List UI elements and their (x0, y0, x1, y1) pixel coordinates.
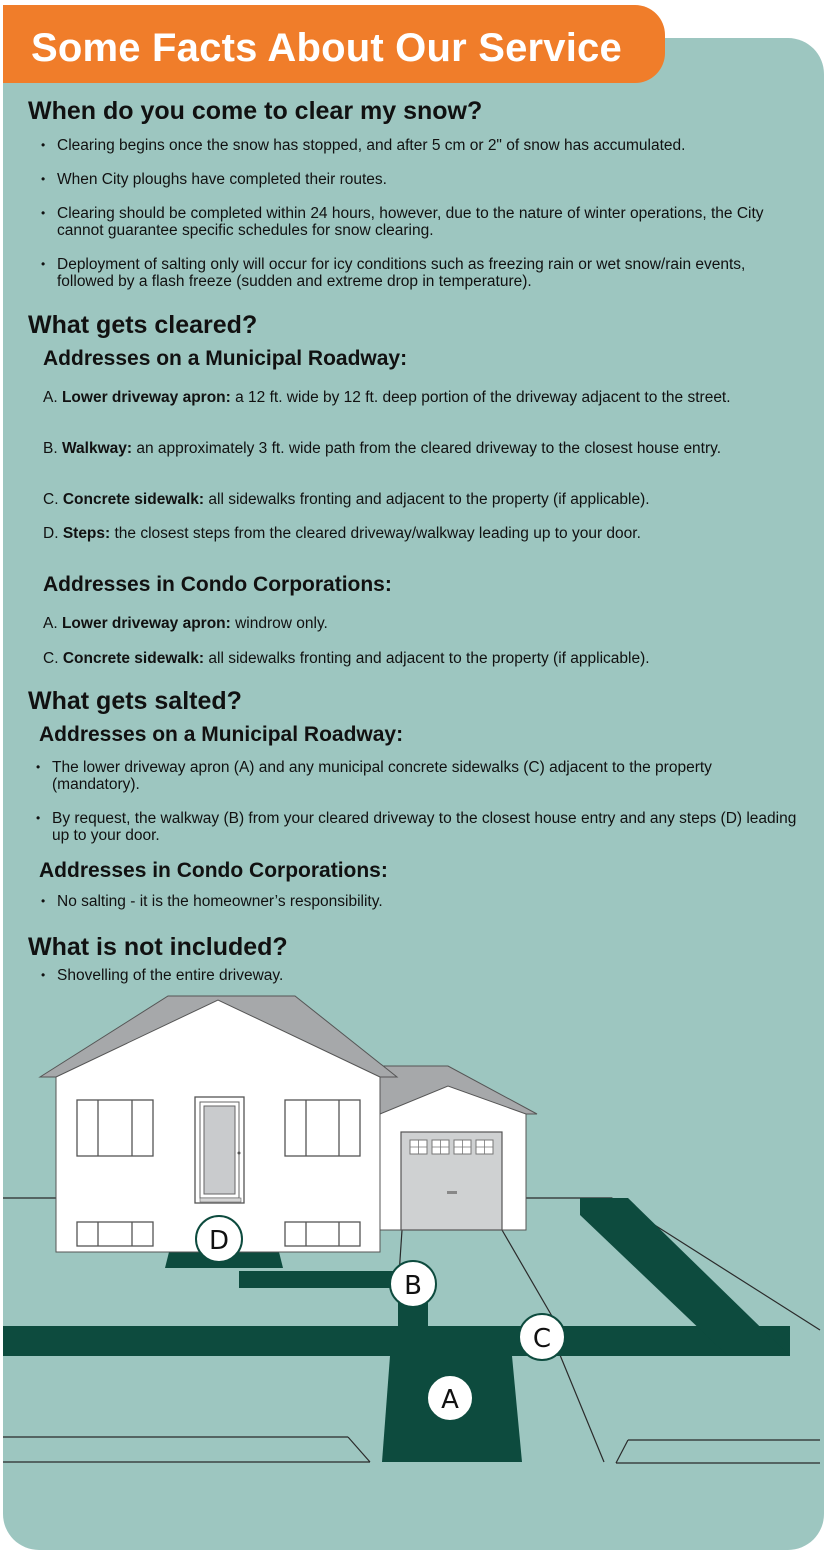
svg-text:B: B (404, 1271, 422, 1301)
list-item: B. Walkway: an approximately 3 ft. wide path from the cleared driveway to the closest house entry. (43, 440, 722, 457)
svg-text:A: A (441, 1385, 459, 1415)
list-item: • Clearing should be completed within 24 hours, however, due to the nature of winter operations, the City cannot guarantee specific schedules for snow clearing. (57, 205, 797, 239)
list-item: • Shovelling of the entire driveway. (57, 967, 797, 984)
list-item: C. Concrete sidewalk: all sidewalks fronting and adjacent to the property (if applicable). (43, 650, 650, 667)
list-item: A. Lower driveway apron: windrow only. (43, 615, 328, 632)
list-item: D. Steps: the closest steps from the cleared driveway/walkway leading up to your door. (43, 525, 641, 542)
section-heading-salted: What gets salted? (28, 687, 242, 715)
list-item: • No salting - it is the homeowner’s responsibility. (57, 893, 797, 910)
list-item: • Clearing begins once the snow has stopped, and after 5 cm or 2" of snow has accumulated. (57, 137, 797, 154)
subheading-municipal: Addresses on a Municipal Roadway: (39, 723, 404, 746)
section-heading-when: When do you come to clear my snow? (28, 97, 483, 125)
house (40, 996, 397, 1252)
subheading-condo: Addresses in Condo Corporations: (43, 573, 392, 596)
list-item: • By request, the walkway (B) from your cleared driveway to the closest house entry and any steps (D) leading up to your door. (52, 810, 802, 844)
section-heading-cleared: What gets cleared? (28, 311, 258, 339)
marker-d (196, 1216, 242, 1262)
svg-text:C: C (532, 1324, 552, 1354)
list-item: • When City ploughs have completed their routes. (57, 171, 797, 188)
list-item: • Deployment of salting only will occur for icy conditions such as freezing rain or wet snow/rain events, followed by a flash freeze (sudden and extreme drop in temperature). (57, 256, 797, 290)
marker-a (427, 1375, 473, 1421)
section-heading-not-included: What is not included? (28, 933, 288, 961)
list-item: A. Lower driveway apron: a 12 ft. wide by 12 ft. deep portion of the driveway adjacent to the street. (43, 389, 731, 406)
marker-b (390, 1261, 436, 1307)
page-title: Some Facts About Our Service (31, 26, 622, 70)
title-banner (3, 5, 665, 83)
garage (376, 1066, 537, 1230)
marker-c (519, 1314, 565, 1360)
subheading-municipal: Addresses on a Municipal Roadway: (43, 347, 408, 370)
subheading-condo: Addresses in Condo Corporations: (39, 859, 388, 882)
house-diagram (0, 990, 831, 1510)
list-item: C. Concrete sidewalk: all sidewalks fronting and adjacent to the property (if applicable). (43, 491, 650, 508)
front-door (195, 1097, 244, 1203)
list-item: • The lower driveway apron (A) and any municipal concrete sidewalks (C) adjacent to the property (mandatory). (52, 759, 802, 793)
svg-text:D: D (208, 1226, 230, 1256)
